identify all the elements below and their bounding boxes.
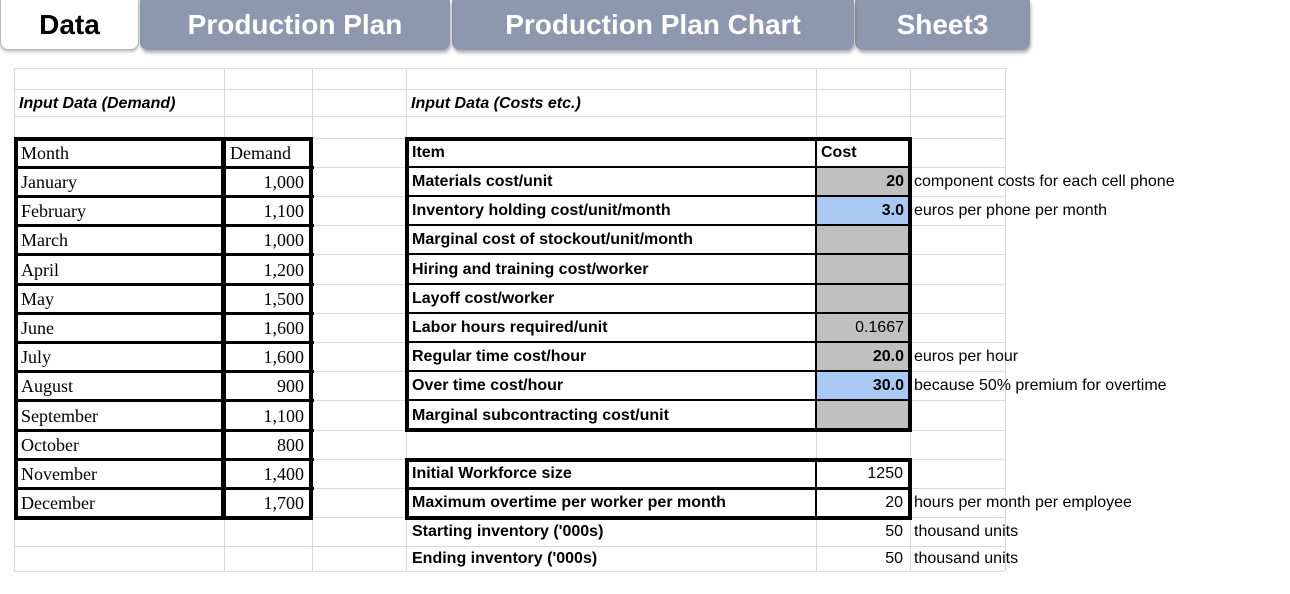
demand-header-demand[interactable]: Demand — [230, 143, 291, 163]
cost-note-cell[interactable]: euros per phone per month — [914, 202, 1108, 219]
cost-item-cell[interactable]: Layoff cost/worker — [412, 290, 555, 307]
demand-value-cell[interactable]: 1,100 — [263, 405, 304, 426]
cost-note-cell[interactable]: component costs for each cell phone — [914, 173, 1175, 190]
grid-line-horizontal — [14, 68, 1005, 69]
cost-value-cell[interactable]: 0.1667 — [855, 319, 904, 336]
cost-header-item[interactable]: Item — [412, 144, 445, 161]
workforce-value-cell[interactable]: 20 — [885, 494, 903, 511]
grid-line-horizontal — [14, 571, 1005, 572]
cost-item-cell[interactable]: Materials cost/unit — [412, 173, 553, 190]
demand-month-cell[interactable]: March — [21, 230, 68, 250]
demand-month-cell[interactable]: February — [21, 201, 86, 221]
demand-month-cell[interactable]: December — [21, 493, 95, 513]
cost-header-cost[interactable]: Cost — [821, 144, 857, 161]
demand-value-cell[interactable]: 1,000 — [263, 172, 304, 192]
cost-value-cell[interactable] — [816, 400, 910, 430]
workforce-note-cell[interactable]: hours per month per employee — [914, 494, 1132, 511]
workforce-note-cell[interactable]: thousand units — [914, 523, 1019, 540]
cost-value-cell[interactable]: 3.0 — [881, 202, 904, 219]
demand-value-cell[interactable]: 800 — [277, 435, 304, 455]
cost-item-cell[interactable]: Marginal subcontracting cost/unit — [412, 406, 669, 424]
workforce-item-cell[interactable]: Ending inventory ('000s) — [412, 550, 598, 567]
demand-month-cell[interactable]: January — [21, 172, 77, 192]
cost-item-cell[interactable]: Inventory holding cost/unit/month — [412, 202, 671, 219]
cost-note-cell[interactable]: euros per hour — [914, 348, 1019, 365]
cost-value-cell[interactable] — [816, 225, 910, 254]
workforce-item-cell[interactable]: Maximum overtime per worker per month — [412, 494, 726, 511]
cost-section-title[interactable]: Input Data (Costs etc.) — [411, 94, 581, 112]
demand-value-cell[interactable]: 900 — [277, 376, 304, 396]
demand-header-month[interactable]: Month — [21, 143, 70, 163]
demand-value-cell[interactable]: 1,000 — [263, 230, 304, 250]
cost-note-cell[interactable]: because 50% premium for overtime — [914, 377, 1167, 394]
workforce-value-cell[interactable]: 50 — [885, 523, 903, 540]
workforce-value-cell[interactable]: 50 — [885, 550, 903, 567]
demand-month-cell[interactable]: August — [21, 376, 74, 396]
demand-section-title[interactable]: Input Data (Demand) — [19, 94, 176, 112]
cost-value-cell[interactable]: 20.0 — [872, 348, 904, 365]
demand-value-cell[interactable]: 1,500 — [263, 289, 304, 309]
cost-item-cell[interactable]: Hiring and training cost/worker — [412, 260, 649, 278]
sheet-tab-bar — [0, 0, 1290, 56]
cost-value-cell[interactable] — [816, 254, 910, 284]
workforce-item-cell[interactable]: Starting inventory ('000s) — [412, 523, 604, 540]
workforce-value-cell[interactable]: 1250 — [867, 465, 903, 482]
tab-production-plan-chart[interactable]: Production Plan Chart — [452, 0, 854, 50]
demand-month-cell[interactable]: November — [21, 464, 97, 484]
demand-month-cell[interactable]: July — [21, 347, 52, 367]
cost-item-cell[interactable]: Regular time cost/hour — [412, 348, 587, 365]
demand-month-cell[interactable]: September — [21, 405, 98, 426]
grid-line-horizontal — [14, 116, 1005, 117]
demand-month-cell[interactable]: May — [21, 289, 54, 309]
demand-month-cell[interactable]: April — [21, 259, 59, 280]
tab-sheet3[interactable]: Sheet3 — [855, 0, 1030, 50]
demand-value-cell[interactable]: 1,400 — [263, 464, 304, 484]
cost-value-cell[interactable]: 30.0 — [872, 377, 904, 394]
demand-value-cell[interactable]: 1,700 — [263, 493, 304, 513]
demand-value-cell[interactable]: 1,100 — [263, 201, 304, 221]
workforce-note-cell[interactable]: thousand units — [914, 550, 1019, 567]
cost-value-cell[interactable]: 20 — [886, 173, 904, 190]
cost-item-cell[interactable]: Marginal cost of stockout/unit/month — [412, 231, 693, 248]
demand-month-cell[interactable]: October — [21, 435, 79, 455]
cost-item-cell[interactable]: Labor hours required/unit — [412, 319, 608, 336]
demand-value-cell[interactable]: 1,600 — [263, 318, 304, 338]
tab-data[interactable]: Data — [0, 0, 139, 50]
cost-item-cell[interactable]: Over time cost/hour — [412, 377, 564, 394]
cost-value-cell[interactable] — [816, 284, 910, 313]
demand-month-cell[interactable]: June — [21, 318, 54, 338]
demand-value-cell[interactable]: 1,200 — [263, 259, 304, 280]
demand-value-cell[interactable]: 1,600 — [263, 347, 304, 367]
workforce-item-cell[interactable]: Initial Workforce size — [412, 465, 572, 482]
tab-production-plan[interactable]: Production Plan — [140, 0, 450, 50]
